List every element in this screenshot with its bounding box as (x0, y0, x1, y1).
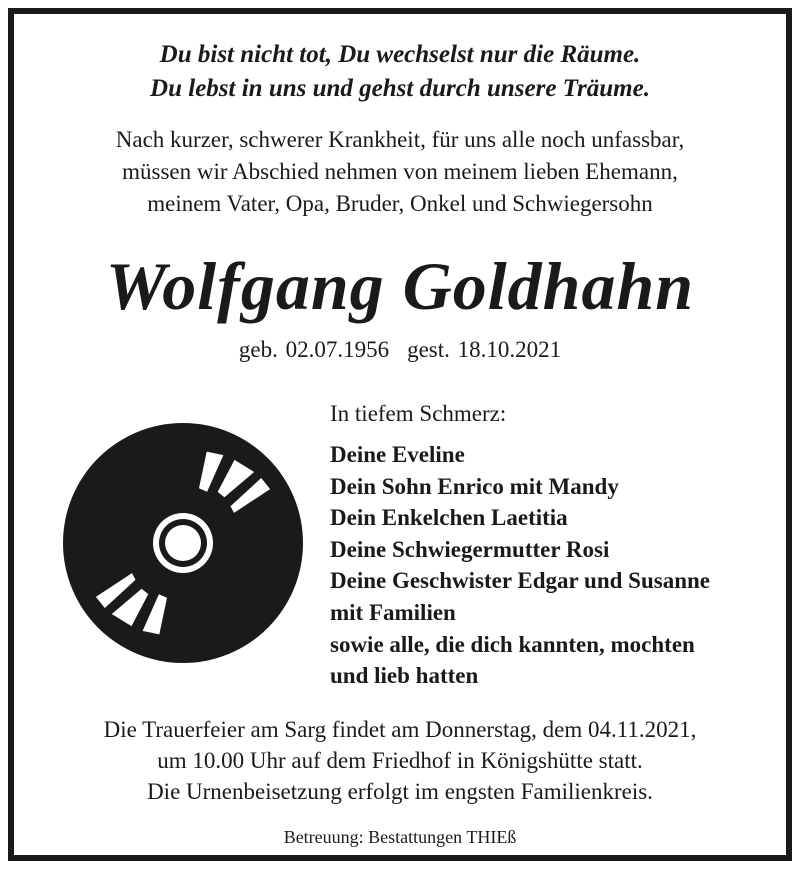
obituary-frame (8, 8, 792, 861)
intro-line: meinem Vater, Opa, Bruder, Onkel und Schwiegersohn (147, 191, 653, 216)
life-dates (14, 334, 786, 366)
motto-line: Du bist nicht tot, Du wechselst nur die Räume. (159, 41, 641, 68)
service-info (14, 714, 786, 807)
funeral-home-credit: Betreuung: Bestattungen THIEß (283, 827, 517, 847)
mourner-line: Deine Eveline (330, 442, 465, 467)
intro-line: Nach kurzer, schwerer Krankheit, für uns alle noch unfassbar, (115, 127, 685, 152)
intro-text (14, 124, 786, 220)
birth-date: geb. 02.07.1956 (238, 337, 390, 362)
mourner-line: mit Familien (330, 599, 456, 625)
compact-disc-icon (62, 422, 304, 664)
mourners-block (330, 399, 710, 692)
deceased-name: Wolfgang Goldhahn (105, 248, 695, 324)
mourner-line: Deine Geschwister Edgar und Susanne (330, 568, 710, 594)
mourner-line: und lieb hatten (330, 663, 479, 689)
mourner-line: Dein Sohn Enrico mit Mandy (330, 473, 619, 499)
motto-verse (14, 38, 786, 106)
mourners-list (330, 439, 710, 692)
mourner-line: sowie alle, die dich kannten, mochten (330, 631, 695, 657)
service-line: Die Trauerfeier am Sarg findet am Donnerstag, dem 04.11.2021, (103, 717, 697, 742)
intro-line: müssen wir Abschied nehmen von meinem lieben Ehemann, (122, 159, 678, 184)
death-date: gest. 18.10.2021 (407, 337, 562, 362)
mourners-lead: In tiefem Schmerz: (330, 401, 507, 426)
mourner-line: Deine Schwiegermutter Rosi (330, 536, 610, 562)
motto-line: Du lebst in uns und gehst durch unsere Träume. (150, 75, 650, 102)
mourner-line: Dein Enkelchen Laetitia (330, 505, 568, 531)
service-line: Die Urnenbeisetzung erfolgt im engsten Familienkreis. (147, 779, 653, 804)
service-line: um 10.00 Uhr auf dem Friedhof in Königshütte statt. (157, 748, 643, 773)
